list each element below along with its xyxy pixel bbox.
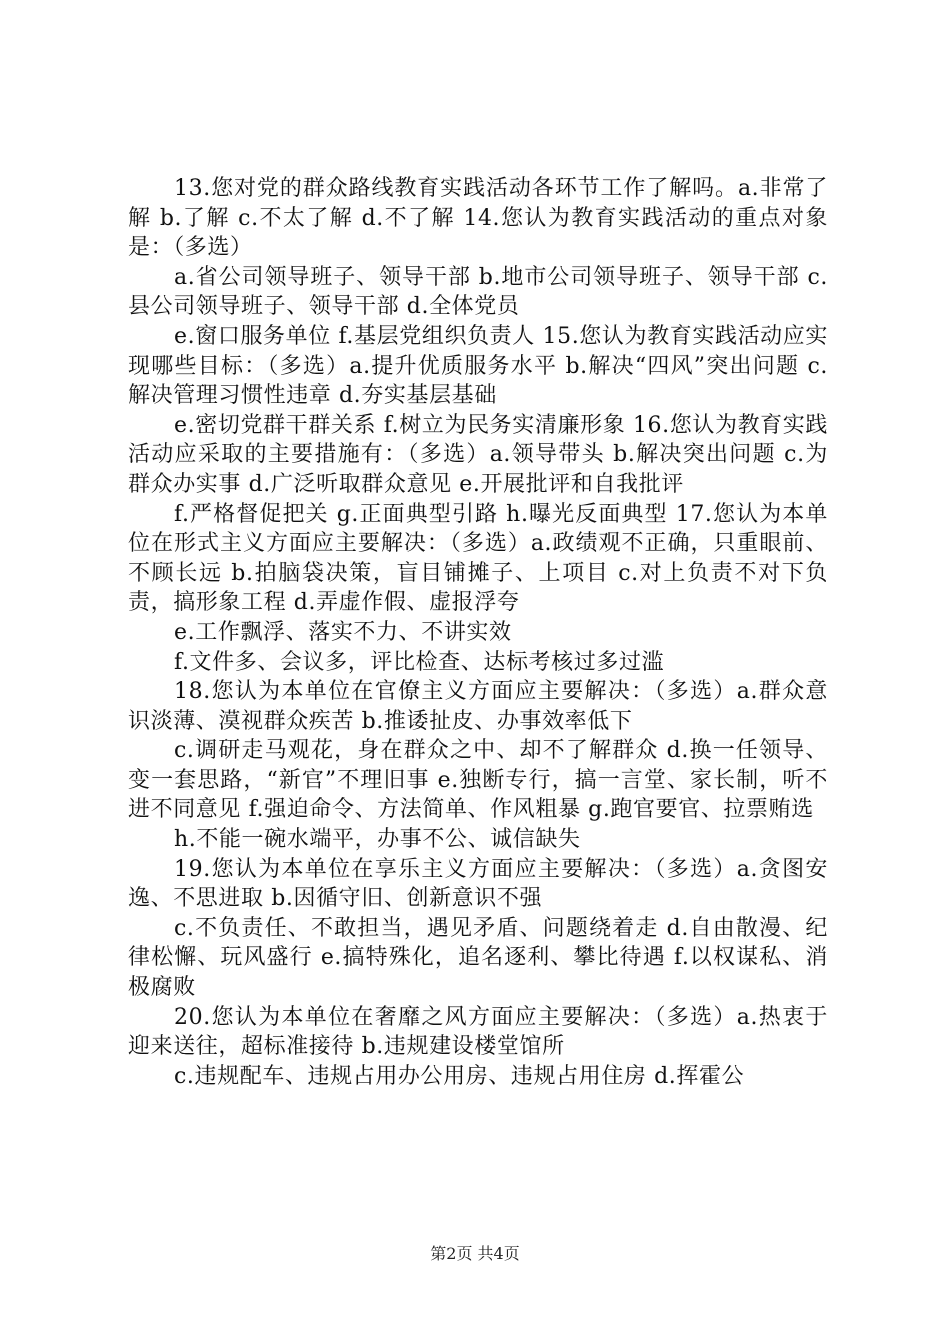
paragraph-q18-option-h: h.不能一碗水端平，办事不公、诚信缺失 xyxy=(174,827,581,853)
paragraph-q14-options: a.省公司领导班子、领导干部 b.地市公司领导班子、领导干部 c.县公司领导班子、领导干部 d.全体党员 xyxy=(128,264,828,320)
paragraph-q15: e.窗口服务单位 f.基层党组织负责人 15.您认为教育实践活动应实现哪些目标：（多选）a.提升优质服务水平 b.解决“四风”突出问题 c.解决管理习惯性违章 d.夯实基层基础 xyxy=(128,323,828,409)
paragraph-q19: 19.您认为本单位在享乐主义方面应主要解决：（多选）a.贪图安逸、不思进取 b.因循守旧、创新意识不强 xyxy=(128,856,828,912)
paragraph-q18: 18.您认为本单位在官僚主义方面应主要解决：（多选）a.群众意识淡薄、漠视群众疾苦 b.推诿扯皮、办事效率低下 xyxy=(128,679,828,734)
paragraph-q19-options: c.不负责任、不敢担当，遇见矛盾、问题绕着走 d.自由散漫、纪律松懈、玩风盛行 e.搞特殊化，追名逐利、攀比待遇 f.以权谋私、消极腐败 xyxy=(128,915,828,1001)
paragraph-q17-option-e: e.工作飘浮、落实不力、不讲实效 xyxy=(174,619,512,645)
paragraph-q20-options: c.违规配车、违规占用办公用房、违规占用住房 d.挥霍公 xyxy=(174,1063,745,1089)
paragraph-q17: f.严格督促把关 g.正面典型引路 h.曝光反面典型 17.您认为本单位在形式主义方面应主要解决：（多选）a.政绩观不正确，只重眼前、不顾长远 b.拍脑袋决策，盲目铺摊子、上项目 c.对上负责不对下负责，搞形象工程 d.弄虚作假、虚报浮夸 xyxy=(128,501,828,616)
paragraph-q16: e.密切党群干群关系 f.树立为民务实清廉形象 16.您认为教育实践活动应采取的主要措施有：（多选）a.领导带头 b.解决突出问题 c.为群众办实事 d.广泛听取群众意见 e.开展批评和自我批评 xyxy=(128,412,828,497)
paragraph-q20: 20.您认为本单位在奢靡之风方面应主要解决：（多选）a.热衷于迎来送往，超标准接待 b.违规建设楼堂馆所 xyxy=(128,1004,828,1060)
page-number-footer: 第2页 共4页 xyxy=(430,1244,520,1263)
paragraph-q13-q14: 13.您对党的群众路线教育实践活动各环节工作了解吗。a.非常了解 b.了解 c.不太了解 d.不了解 14.您认为教育实践活动的重点对象是：（多选） xyxy=(128,176,828,261)
document-body xyxy=(128,174,828,1091)
paragraph-q17-option-f: f.文件多、会议多，评比检查、达标考核过多过滥 xyxy=(174,649,665,675)
paragraph-q18-options: c.调研走马观花，身在群众之中、却不了解群众 d.换一任领导、变一套思路，“新官”不理旧事 e.独断专行，搞一言堂、家长制，听不进不同意见 f.强迫命令、方法简单、作风粗暴 g.跑官要官、拉票贿选 xyxy=(128,738,828,823)
